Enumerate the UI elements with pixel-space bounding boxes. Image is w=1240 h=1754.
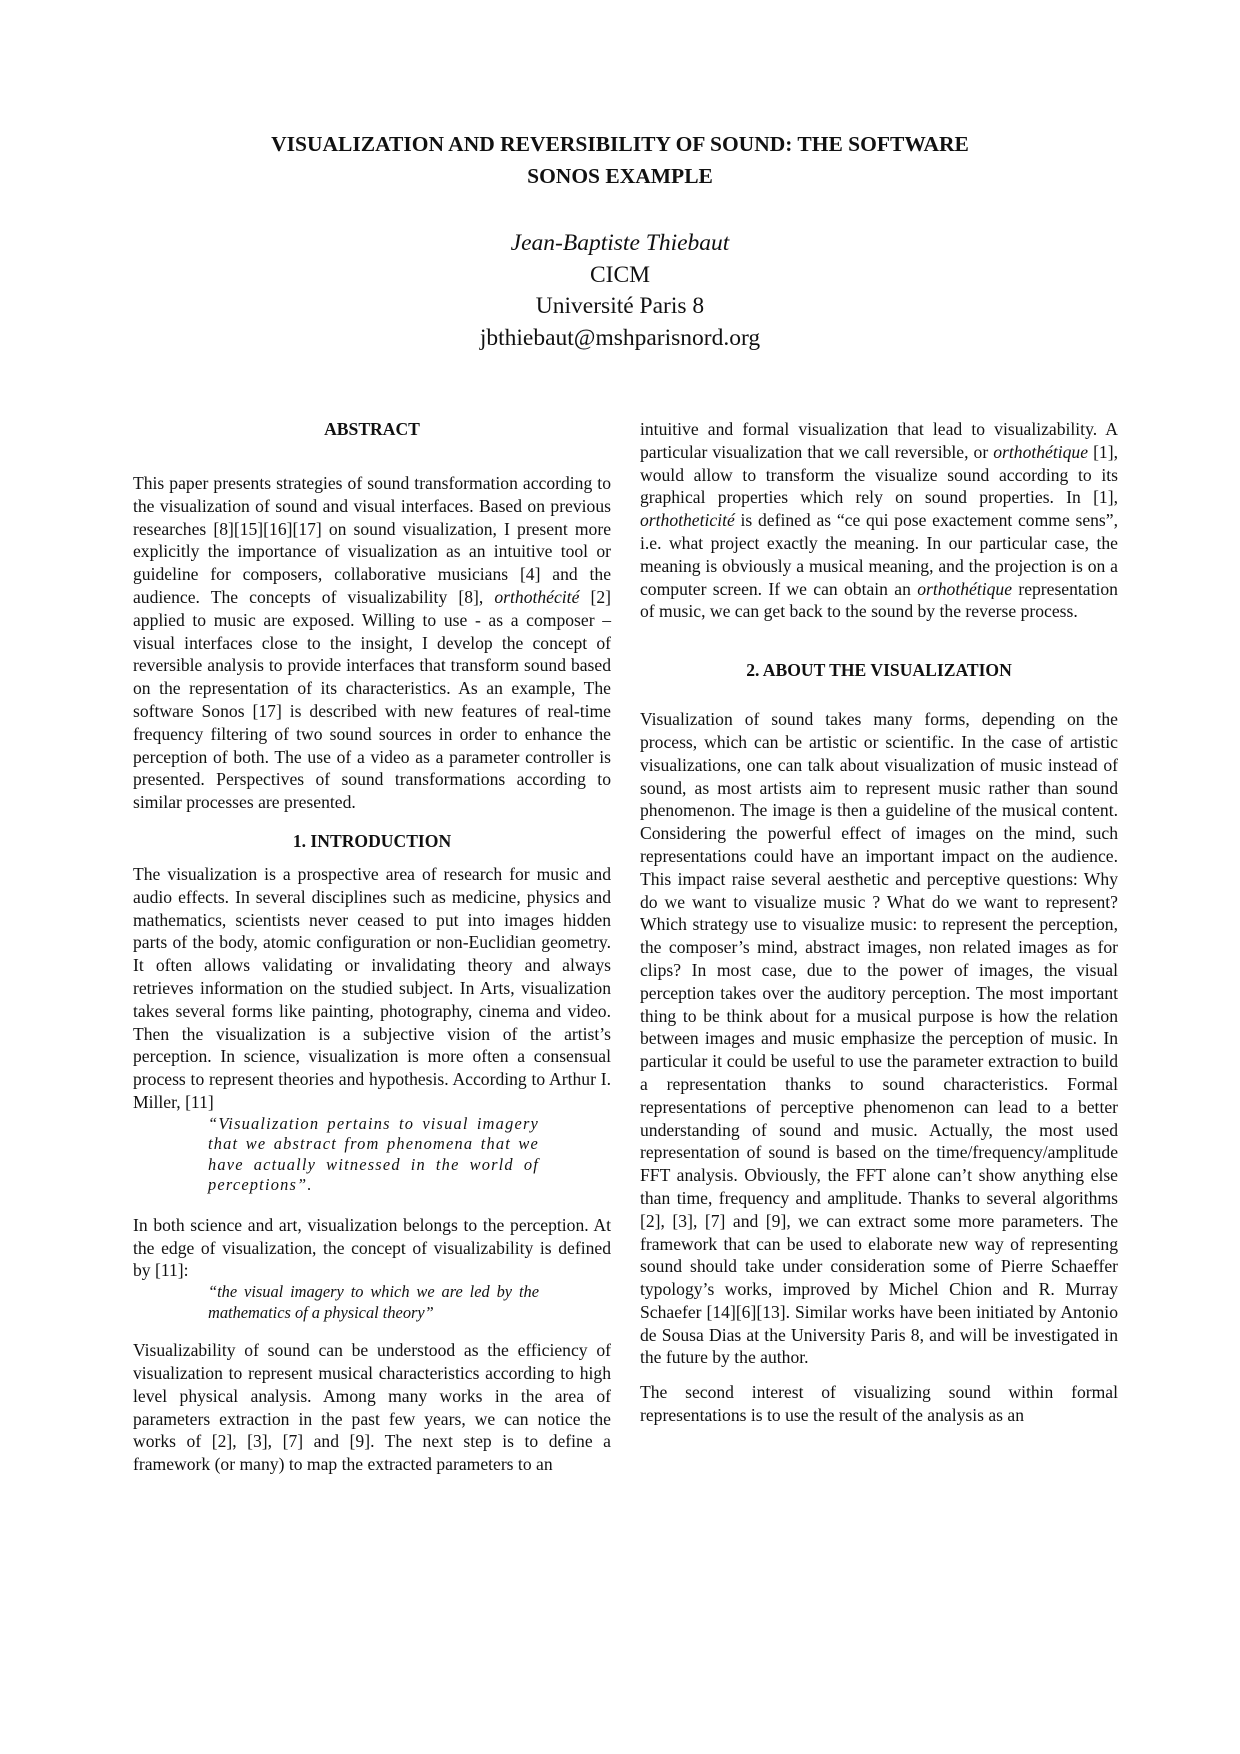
- section-2-paragraph-2: The second interest of visualizing sound within formal representations is to use the result of the analysis as an: [640, 1382, 1118, 1426]
- author-affiliation: CICM: [589, 261, 651, 288]
- intro-continuation-paragraph: [640, 418, 1118, 623]
- paper-title: [180, 128, 1060, 192]
- abstract-text-b: [2] applied to music are exposed. Willing to use - as a composer – visual interfaces close to the insight, I develop the concept of reversible analysis to provide interfaces that transform sound based on the representation of its characteristics. As an example, The software Sonos [17] is described with new features of real-time frequency filtering of two sound sources in order to enhance the perception of both. The use of a video as a parameter controller is presented. Perspectives of sound transformations according to similar processes are presented.: [133, 586, 611, 813]
- cont-text-c: is defined as “ce qui pose exactement comme sens”, i.e. what project exactly the meaning. In our particular case, the meaning is obviously a musical meaning, and the projection is on a computer screen. If we can obtain an: [640, 510, 1118, 599]
- intro-paragraph-3: Visualizability of sound can be understood as the efficiency of visualization to represent musical characteristics according to high level physical analysis. Among many works in the area of parameters extraction in the past few years, we can notice the works of [2], [3], [7] and [9]. The next step is to define a framework (or many) to map the extracted parameters to an: [133, 1340, 611, 1475]
- cont-text-a: intuitive and formal visualization that lead to visualizability. A particular visualization that we call reversible, or: [640, 419, 1118, 462]
- cont-text-d: representation of music, we can get back to the sound by the reverse process.: [640, 578, 1118, 622]
- section-2-paragraph-1: Visualization of sound takes many forms, depending on the process, which can be artistic or scientific. In the case of artistic visualizations, one can talk about visualization of music instead of sound, as most artists aim to represent music rather than sound phenomenon. The image is then a guideline of the musical content. Considering the powerful effect of images on the mind, such representations could have an important impact on the audience. This impact raise several aesthetic and perceptive questions: Why do we want to visualize music ? What do we want to represent? Which strategy use to visualize music: to represent the perception, the composer’s mind, abstract images, non related images as for clips? In most case, due to the power of images, the visual perception takes over the auditory perception. The most important thing to be think about for a musical purpose is how the relation between images and music emphasize the perception of music. In particular it could be useful to use the parameter extraction to build a representation thanks to sound characteristics. Formal representations of perceptive phenomenon can lead to a better understanding of sound and music. Actually, the most used representation of sound is based on the time/frequency/amplitude FFT analysis. Obviously, the FFT alone can’t show anything else than time, frequency and amplitude. Thanks to several algorithms [2], [3], [7] and [9], we can extract some more parameters. The framework that can be used to elaborate new way of representing sound should take under consideration some of Pierre Schaeffer typology’s works, improved by Michel Chion and R. Murray Schaefer [14][6][13]. Similar works have been initiated by Antonio de Sousa Dias at the University Paris 8, and will be investigated in the future by the author.: [640, 709, 1118, 1368]
- cont-italic-3: orthothétique: [917, 578, 1013, 599]
- author-name: Jean-Baptiste Thiebaut: [510, 230, 730, 256]
- cont-italic-1: orthothétique: [993, 441, 1089, 462]
- author-university: Université Paris 8: [535, 293, 705, 319]
- left-column: [133, 418, 611, 1488]
- quote-miller: “Visualization pertains to visual imagery that we abstract from phenomena that we have actually witnessed in the world of perceptions”.: [208, 1113, 539, 1195]
- abstract-heading: ABSTRACT: [324, 419, 420, 439]
- author-block: [260, 228, 980, 354]
- title-line-2: SONOS EXAMPLE: [527, 164, 713, 188]
- title-line-1: VISUALIZATION AND REVERSIBILITY OF SOUND: THE SOFTWARE: [271, 132, 969, 156]
- section-1-heading: 1. INTRODUCTION: [292, 830, 452, 851]
- abstract-text-a: This paper presents strategies of sound transformation according to the visualization of sound and visual interfaces. Based on previous researches [8][15][16][17] on sound visualization, I present more explicitly the importance of visualization as an intuitive tool or guideline for composers, collaborative musicians [4] and the audience. The concepts of visualizability [8],: [133, 473, 611, 607]
- section-2-heading: 2. ABOUT THE VISUALIZATION: [746, 660, 1012, 681]
- cont-text-b: [1], would allow to transform the visualize sound according to its graphical properties which rely on sound properties. In [1],: [640, 441, 1118, 508]
- quote-visualizability: “the visual imagery to which we are led by the mathematics of a physical theory”: [208, 1282, 539, 1322]
- intro-paragraph-1: The visualization is a prospective area of research for music and audio effects. In several disciplines such as medicine, physics and mathematics, scientists never ceased to put into images hidden parts of the body, atomic configuration or non-Euclidian geometry. It often allows validating or invalidating theory and always retrieves information on the studied subject. In Arts, visualization takes several forms like painting, photography, cinema and video. Then the visualization is a subjective vision of the artist’s perception. In science, visualization is more often a consensual process to represent theories and hypothesis. According to Arthur I. Miller, [11]: [133, 863, 611, 1112]
- abstract-italic-term: orthothécité: [494, 586, 580, 607]
- author-email: jbthiebaut@mshparisnord.org: [479, 324, 761, 351]
- right-column: [640, 418, 1118, 1439]
- cont-italic-2: orthotheticité: [640, 510, 735, 531]
- intro-paragraph-2: In both science and art, visualization belongs to the perception. At the edge of visualization, the concept of visualizability is defined by [11]:: [133, 1214, 611, 1281]
- abstract-paragraph: [133, 472, 611, 814]
